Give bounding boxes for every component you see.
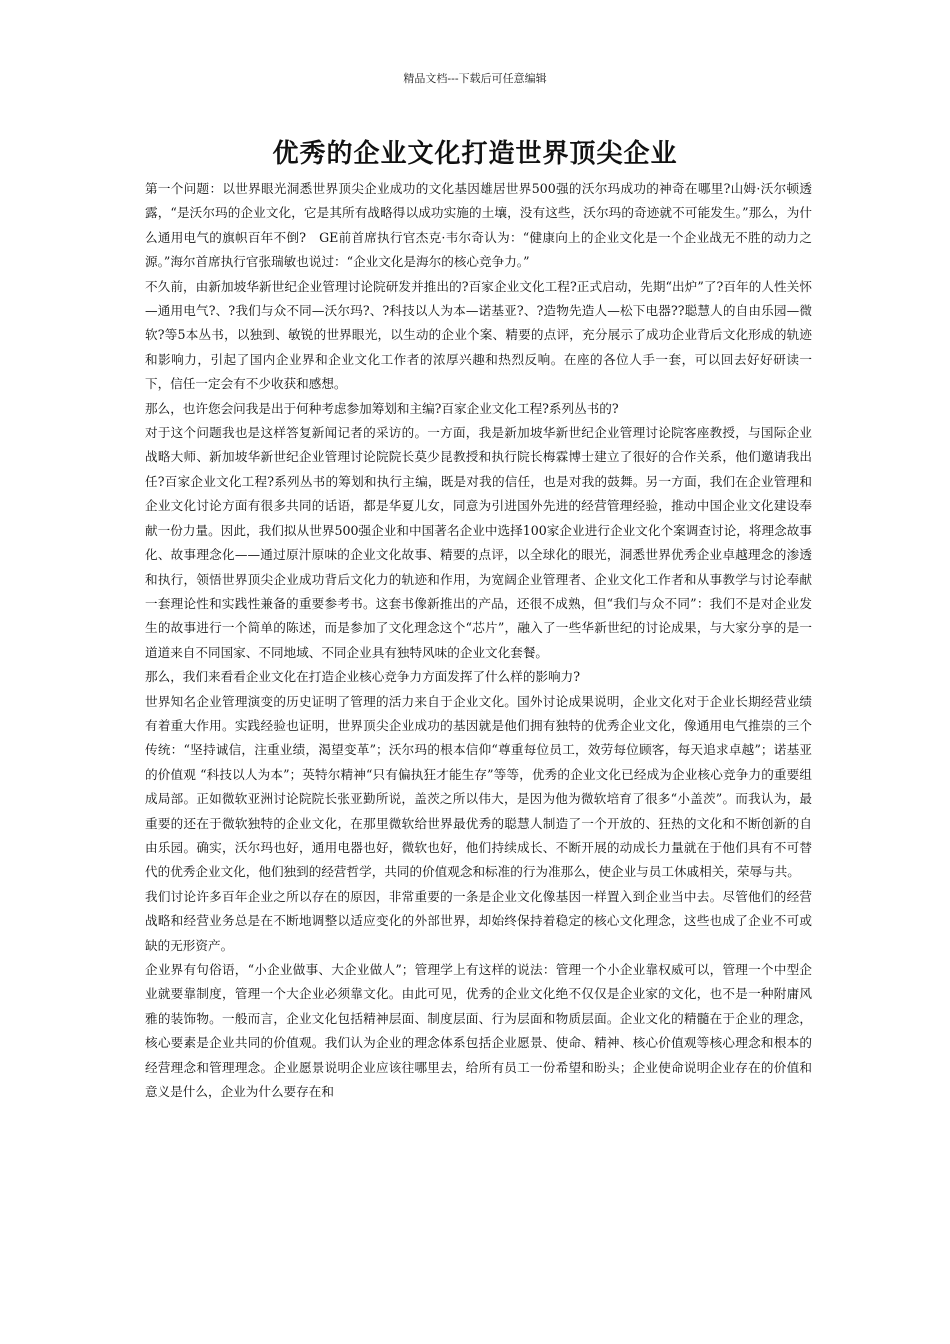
document-title: 优秀的企业文化打造世界顶尖企业	[272, 139, 678, 169]
paragraph: 世界知名企业管理演变的历史证明了管理的活力来自于企业文化。国外讨论成果说明，企业文化对于企业长期经营业绩有着重大作用。实践经验也证明，世界顶尖企业成功的基因就是他们拥有独特的优秀企业文化，像通用电气推崇的三个传统：“坚持诚信，注重业绩，渴望变革”；沃尔玛的根本信仰“尊重每位员工，效劳每位顾客，每天追求卓越”；诺基亚的价值观 “科技以人为本”；英特尔精神“只有偏执狂才能生存”等等，优秀的企业文化已经成为企业核心竞争力的重要组成局部。正如微软亚洲讨论院院长张亚勤所说，盖茨之所以伟大，是因为他为微软培育了很多“小盖茨”。而我认为，最重要的还在于微软独特的企业文化，在那里微软给世界最优秀的聪慧人制造了一个开放的、狂热的文化和不断创新的自由乐园。确实，沃尔玛也好，通用电器也好，微软也好，他们持续成长、不断开展的动成长力量就在于他们具有不可替代的优秀企业文化，他们独到的经营哲学，共同的价值观念和标准的行为准那么，使企业与员工休戚相关，荣辱与共。	[145, 693, 812, 880]
paragraph: 对于这个问题我也是这样答复新闻记者的采访的。一方面，我是新加坡华新世纪企业管理讨论院客座教授，与国际企业战略大师、新加坡华新世纪企业管理讨论院院长莫少昆教授和执行院长梅霖博士建立了很好的合作关系，他们邀请我出任?百家企业文化工程?系列丛书的筹划和执行主编，既是对我的信任，也是对我的鼓舞。另一方面，我们在企业管理和企业文化讨论方面有很多共同的话语，都是华夏儿女，同意为引进国外先进的经营管理经验，推动中国企业文化建设奉献一份力量。因此，我们拟从世界500强企业和中国著名企业中选择100家企业进行企业文化个案调查讨论，将理念故事化、故事理念化——通过原汁原味的企业文化故事、精要的点评，以全球化的眼光，洞悉世界优秀企业卓越理念的渗透和执行，领悟世界顶尖企业成功背后文化力的轨迹和作用，为宽阔企业管理者、企业文化工作者和从事教学与讨论奉献一套理论性和实践性兼备的重要参考书。这套书像新推出的产品，还很不成熟，但“我们与众不同”：我们不是对企业发生的故事进行一个简单的陈述，而是参加了文化理念这个“芯片”，融入了一些华新世纪的讨论成果，与大家分享的是一道道来自不同国家、不同地域、不同企业具有独特风味的企业文化套餐。	[145, 425, 812, 660]
header-note: 精品文档---下载后可任意编辑	[403, 72, 547, 85]
paragraph: 企业界有句俗语，“小企业做事、大企业做人”；管理学上有这样的说法：管理一个小企业靠权威可以，管理一个中型企业就要靠制度，管理一个大企业必须靠文化。由此可见，优秀的企业文化绝不仅仅是企业家的文化，也不是一种附庸风雅的装饰物。一般而言，企业文化包括精神层面、制度层面、行为层面和物质层面。企业文化的精髓在于企业的理念，核心要素是企业共同的价值观。我们认为企业的理念体系包括企业愿景、使命、精神、核心价值观等核心理念和根本的经营理念和管理理念。企业愿景说明企业应该往哪里去，给所有员工一份希望和盼头；企业使命说明企业存在的价值和意义是什么，企业为什么要存在和	[145, 962, 812, 1100]
paragraph: 那么，也许您会问我是出于何种考虑参加筹划和主编?百家企业文化工程?系列丛书的?	[145, 400, 619, 416]
document-body	[145, 177, 812, 1104]
paragraph: 不久前，由新加坡华新世纪企业管理讨论院研发并推出的?百家企业文化工程?正式启动，先期“出炉”了?百年的人性关怀—通用电气?、?我们与众不同—沃尔玛?、?科技以人为本—诺基亚?、?造物先造人—松下电器??聪慧人的自由乐园—微软?等5本丛书，以独到、敏锐的世界眼光，以生动的企业个案、精要的点评，充分展示了成功企业背后文化形成的轨迹和影响力，引起了国内企业界和企业文化工作者的浓厚兴趣和热烈反响。在座的各位人手一套，可以回去好好研读一下，信任一定会有不少收获和感想。	[145, 278, 812, 392]
paragraph: 我们讨论许多百年企业之所以存在的原因，非常重要的一条是企业文化像基因一样置入到企业当中去。尽管他们的经营战略和经营业务总是在不断地调整以适应变化的外部世界，却始终保持着稳定的核心文化理念，这些也成了企业不可或缺的无形资产。	[145, 888, 812, 953]
paragraph: 第一个问题：以世界眼光洞悉世界顶尖企业成功的文化基因雄居世界500强的沃尔玛成功的神奇在哪里?山姆·沃尔顿透露，“是沃尔玛的企业文化，它是其所有战略得以成功实施的土壤，没有这些，沃尔玛的奇迹就不可能发生。”那么，为什么通用电气的旗帜百年不倒? GE前首席执行官杰克·韦尔奇认为：“健康向上的企业文化是一个企业战无不胜的动力之源。”海尔首席执行官张瑞敏也说过：“企业文化是海尔的核心竞争力。”	[145, 181, 812, 270]
paragraph: 那么，我们来看看企业文化在打造企业核心竞争力方面发挥了什么样的影响力?	[145, 669, 580, 685]
